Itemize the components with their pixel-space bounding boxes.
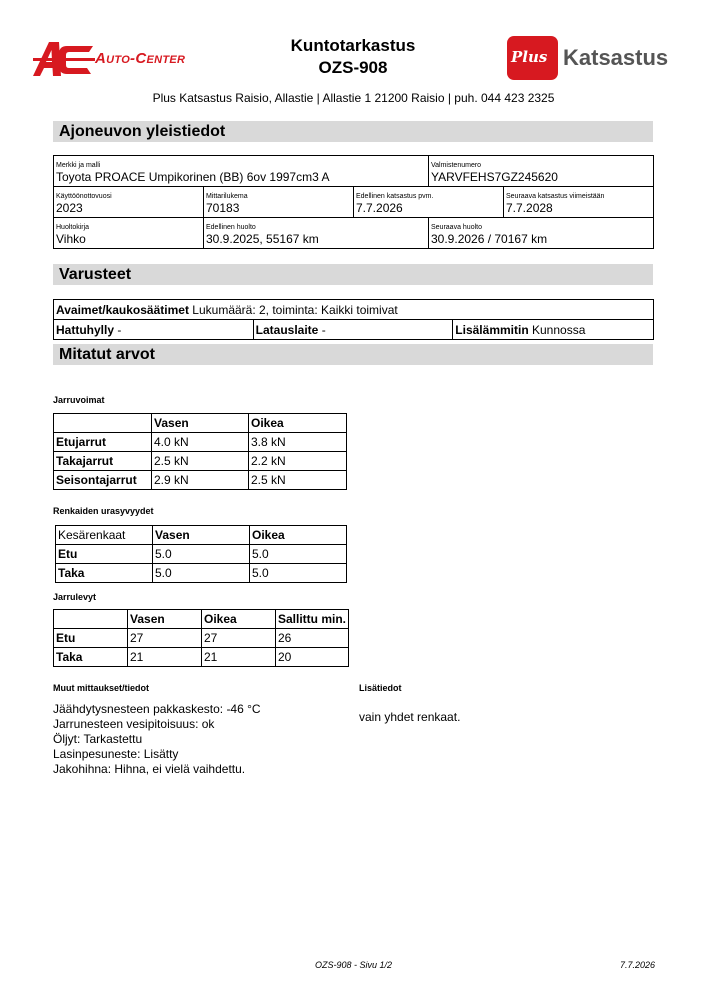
- table-row: [54, 187, 654, 218]
- table-row: [56, 564, 347, 583]
- table-header-row: [54, 610, 349, 629]
- brakes-title: Jarruvoimat: [53, 395, 105, 405]
- section-measured-heading: Mitatut arvot: [53, 344, 653, 365]
- cell-left: 5.0: [153, 564, 250, 583]
- cell-min: 20: [276, 648, 349, 667]
- make-value: Toyota PROACE Umpikorinen (BB) 6ov 1997cm3 A: [56, 170, 330, 184]
- tires-table: [55, 525, 347, 583]
- keys-cell: [54, 300, 654, 320]
- cell-right: 2.5 kN: [249, 471, 347, 490]
- footer-date: 7.7.2026: [620, 960, 656, 970]
- row-name: Seisontajarrut: [54, 471, 152, 490]
- header-right: Oikea: [250, 526, 347, 545]
- page-number: OZS-908 - Sivu 1/2: [314, 960, 393, 970]
- service-book-value: Vihko: [56, 232, 86, 246]
- ac-logo-icon: [33, 40, 95, 78]
- charger-value: -: [321, 322, 326, 337]
- prev-inspection-cell: [354, 187, 504, 218]
- document-title: [253, 35, 453, 79]
- charger-label: Latauslaite: [255, 322, 319, 337]
- table-row: [54, 471, 347, 490]
- plus-badge-text: Plus: [511, 48, 548, 66]
- cell-left: 27: [128, 629, 202, 648]
- make-label: Merkki ja malli: [56, 162, 101, 169]
- discs-table: [53, 609, 349, 667]
- equipment-table: [53, 299, 654, 340]
- section-equipment-heading: Varusteet: [53, 264, 653, 285]
- header-left: Vasen: [153, 526, 250, 545]
- cell-left: 4.0 kN: [152, 433, 249, 452]
- note-line: Jarrunesteen vesipitoisuus: ok: [53, 717, 215, 731]
- heater-value: Kunnossa: [532, 322, 586, 337]
- header-season: Kesärenkaat: [56, 526, 153, 545]
- cell-right: 2.2 kN: [249, 452, 347, 471]
- row-name: Etu: [54, 629, 128, 648]
- prev-service-label: Edellinen huolto: [206, 224, 256, 231]
- table-row: [54, 452, 347, 471]
- header-empty: [54, 414, 152, 433]
- shelf-value: -: [117, 322, 122, 337]
- keys-label: Avaimet/kaukosäätimet: [56, 302, 189, 317]
- first-reg-cell: [54, 187, 204, 218]
- header-right: Oikea: [249, 414, 347, 433]
- table-row: [54, 629, 349, 648]
- plus-badge: [507, 36, 558, 80]
- vin-cell: [429, 156, 654, 187]
- next-service-label: Seuraava huolto: [431, 224, 482, 231]
- row-name: Etujarrut: [54, 433, 152, 452]
- table-header-row: [56, 526, 347, 545]
- first-reg-label: Käyttöönottovuosi: [56, 193, 112, 200]
- cell-right: 27: [202, 629, 276, 648]
- next-inspection-cell: [504, 187, 654, 218]
- table-row: [54, 320, 654, 340]
- auto-center-logo: [33, 40, 208, 80]
- table-row: [54, 648, 349, 667]
- discs-title: Jarrulevyt: [53, 592, 97, 602]
- row-name: Taka: [54, 648, 128, 667]
- other-notes: [53, 702, 261, 777]
- first-reg-value: 2023: [56, 201, 83, 215]
- next-inspection-value: 7.7.2028: [506, 201, 553, 215]
- make-cell: [54, 156, 429, 187]
- table-row: [54, 433, 347, 452]
- header-left: Vasen: [152, 414, 249, 433]
- shelf-label: Hattuhylly: [56, 322, 115, 337]
- note-line: Lasinpesuneste: Lisätty: [53, 747, 179, 761]
- other-title: Muut mittaukset/tiedot: [53, 683, 149, 693]
- plate-number: OZS-908: [318, 58, 388, 77]
- shelf-cell: [54, 320, 254, 340]
- odometer-cell: [204, 187, 354, 218]
- prev-service-value: 30.9.2025, 55167 km: [206, 232, 319, 246]
- plus-katsastus-logo: [507, 36, 673, 82]
- title-text: Kuntotarkastus: [290, 36, 416, 55]
- note-line: Öljyt: Tarkastettu: [53, 732, 143, 746]
- cell-min: 26: [276, 629, 349, 648]
- section-general-heading: Ajoneuvon yleistiedot: [53, 121, 653, 142]
- cell-right: 5.0: [250, 564, 347, 583]
- brakes-table: [53, 413, 347, 490]
- vin-label: Valmistenumero: [431, 162, 482, 169]
- table-row: [54, 156, 654, 187]
- prev-inspection-value: 7.7.2026: [356, 201, 403, 215]
- note-line: Jäähdytysnesteen pakkaskesto: -46 °C: [53, 702, 261, 716]
- service-book-cell: [54, 218, 204, 249]
- extra-text: vain yhdet renkaat.: [359, 710, 461, 724]
- table-row: [54, 218, 654, 249]
- cell-left: 5.0: [153, 545, 250, 564]
- next-service-value: 30.9.2026 / 70167 km: [431, 232, 548, 246]
- note-line: Jakohihna: Hihna, ei vielä vaihdettu.: [53, 762, 246, 776]
- cell-left: 21: [128, 648, 202, 667]
- table-row: [54, 300, 654, 320]
- station-address: Plus Katsastus Raisio, Allastie | Allastie 1 21200 Raisio | puh. 044 423 2325: [152, 91, 555, 105]
- table-header-row: [54, 414, 347, 433]
- row-name: Etu: [56, 545, 153, 564]
- katsastus-wordmark: Katsastus: [563, 45, 669, 70]
- cell-right: 3.8 kN: [249, 433, 347, 452]
- extra-title: Lisätiedot: [359, 683, 402, 693]
- tires-title: Renkaiden urasyvyydet: [53, 506, 154, 516]
- keys-value: Lukumäärä: 2, toiminta: Kaikki toimivat: [192, 302, 398, 317]
- header-left: Vasen: [128, 610, 202, 629]
- odometer-value: 70183: [206, 201, 240, 215]
- next-inspection-label: Seuraava katsastus viimeistään: [506, 193, 605, 200]
- vehicle-info-table: [53, 155, 654, 249]
- cell-right: 21: [202, 648, 276, 667]
- vin-value: YARVFEHS7GZ245620: [431, 170, 558, 184]
- cell-left: 2.9 kN: [152, 471, 249, 490]
- heater-cell: [453, 320, 654, 340]
- service-book-label: Huoltokirja: [56, 224, 90, 231]
- next-service-cell: [429, 218, 654, 249]
- auto-center-wordmark: Auto-Center: [95, 50, 186, 67]
- cell-left: 2.5 kN: [152, 452, 249, 471]
- header-right: Oikea: [202, 610, 276, 629]
- cell-right: 5.0: [250, 545, 347, 564]
- table-row: [56, 545, 347, 564]
- row-name: Takajarrut: [54, 452, 152, 471]
- prev-service-cell: [204, 218, 429, 249]
- prev-inspection-label: Edellinen katsastus pvm.: [356, 193, 434, 200]
- header-min: Sallittu min.: [276, 610, 349, 629]
- charger-cell: [253, 320, 453, 340]
- row-name: Taka: [56, 564, 153, 583]
- heater-label: Lisälämmitin: [455, 322, 529, 337]
- header-empty: [54, 610, 128, 629]
- odometer-label: Mittarilukema: [206, 193, 248, 200]
